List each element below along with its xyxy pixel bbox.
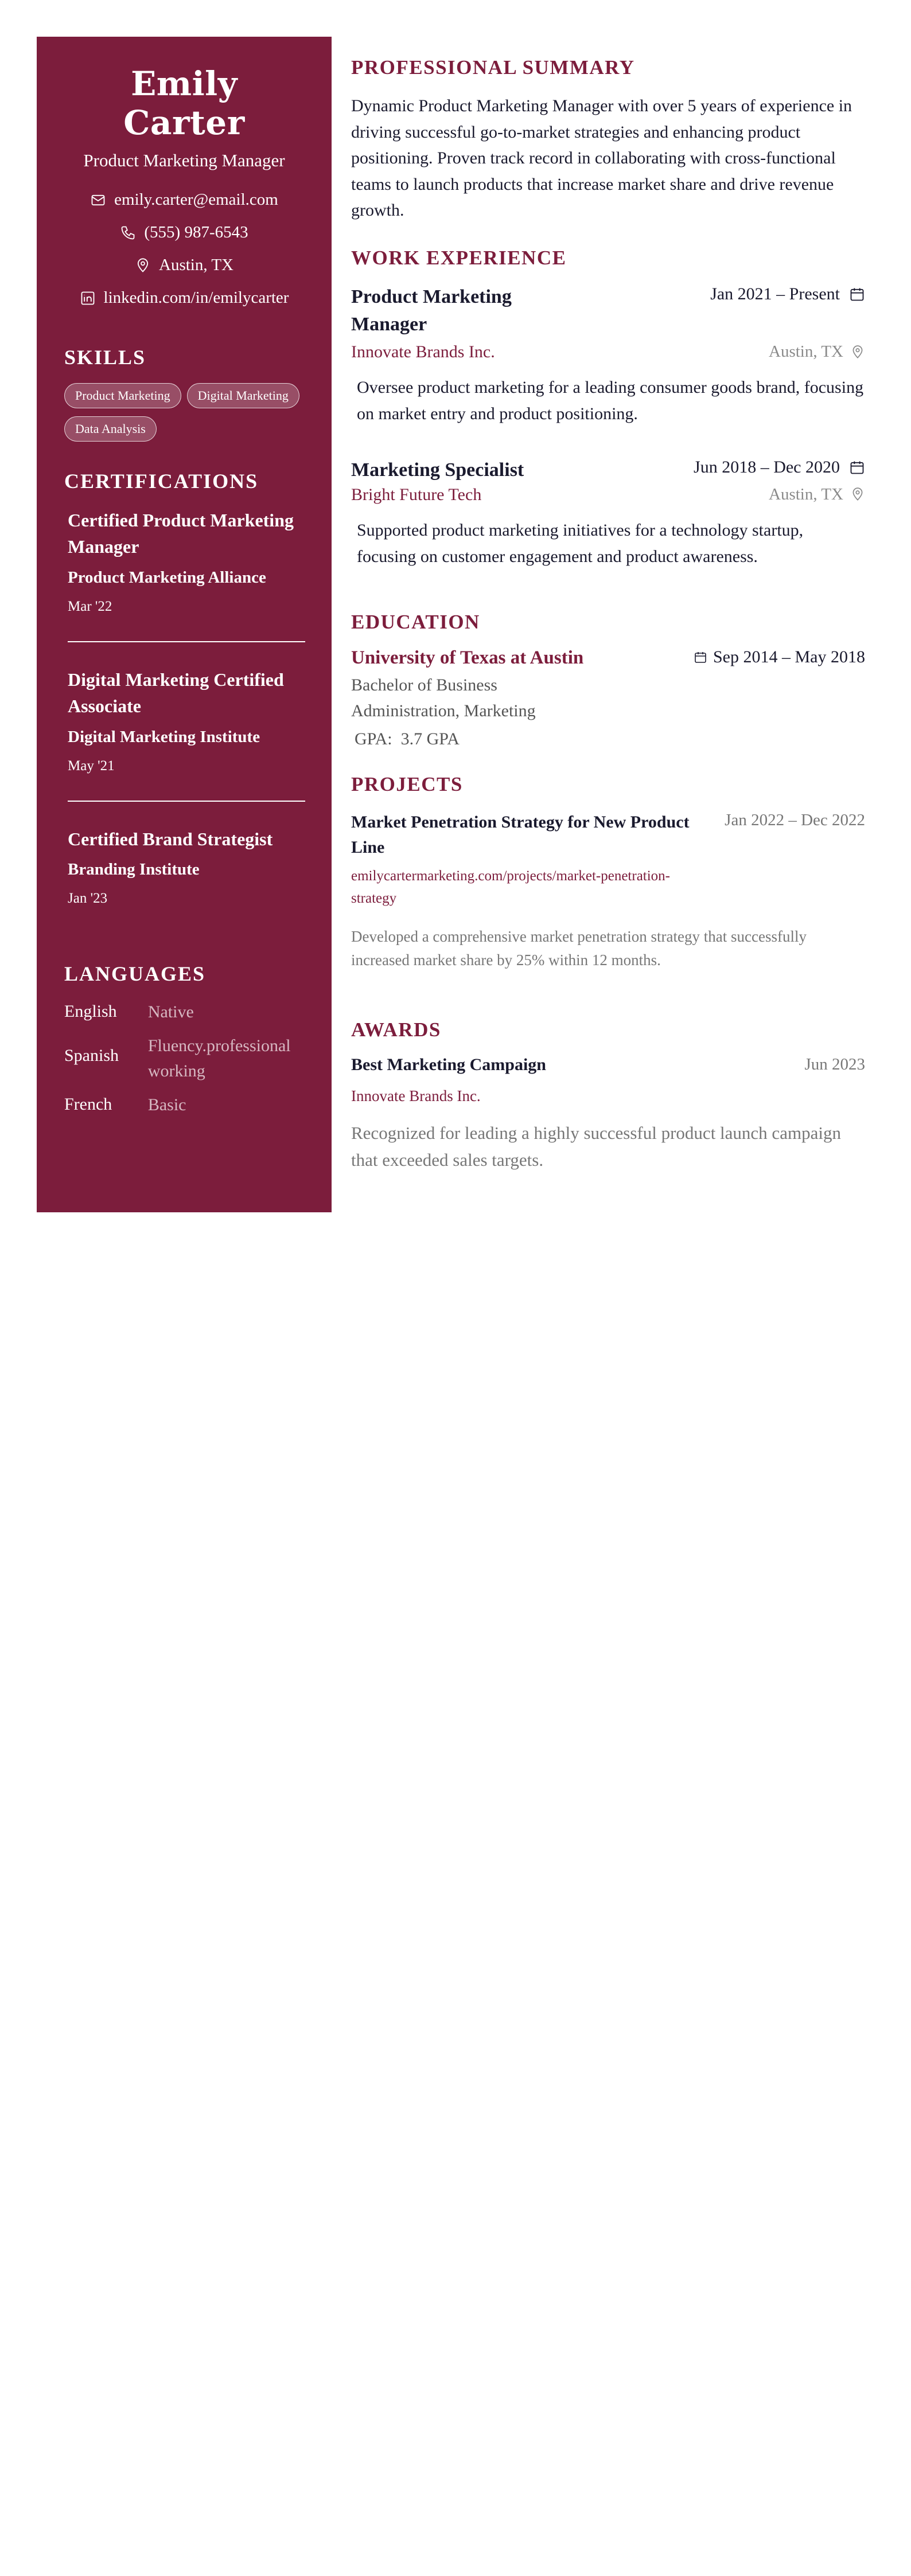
- certification-date: May '21: [68, 758, 115, 774]
- contact-email[interactable]: [64, 190, 304, 209]
- certification-date: Jan '23: [68, 890, 108, 906]
- job-title: Marketing Specialist: [351, 459, 524, 481]
- contact-phone[interactable]: [64, 223, 304, 242]
- award-org: Innovate Brands Inc.: [351, 1087, 481, 1105]
- gpa-label: GPA:: [355, 729, 392, 749]
- divider: [68, 641, 305, 642]
- gpa-value: 3.7 GPA: [400, 729, 460, 749]
- skill-chip: Data Analysis: [64, 416, 157, 442]
- language-row: [64, 1092, 304, 1118]
- sidebar: [37, 37, 332, 1212]
- award-date: Jun 2023: [804, 1055, 865, 1074]
- project-description: Developed a comprehensive market penetration strategy that successfully increased market share by 25% within 12 months.: [351, 927, 807, 969]
- phone-icon: [120, 225, 136, 241]
- certifications-heading: CERTIFICATIONS: [64, 470, 259, 493]
- language-name: Spanish: [64, 1046, 119, 1065]
- education-item: [351, 647, 865, 749]
- experience-heading: WORK EXPERIENCE: [351, 246, 567, 269]
- language-name: English: [64, 1001, 117, 1021]
- certification-org: Product Marketing Alliance: [68, 568, 266, 587]
- skill-chip: Product Marketing: [64, 383, 181, 408]
- company-name: Innovate Brands Inc.: [351, 342, 495, 362]
- language-name: French: [64, 1095, 112, 1114]
- education-date-text: Sep 2014 – May 2018: [713, 647, 865, 667]
- main-content: [351, 37, 865, 1173]
- calendar-icon: [849, 286, 865, 302]
- summary-text: Dynamic Product Marketing Manager with over 5 years of experience in driving successful go-to-market strategies and enhancing product positioning. Proven track record in collaborating with cross-functional teams to launch products that increase market share and drive revenue growth.: [351, 96, 852, 220]
- summary-heading: PROFESSIONAL SUMMARY: [351, 56, 635, 79]
- job-date-text: Jun 2018 – Dec 2020: [694, 458, 840, 477]
- calendar-icon: [694, 650, 707, 664]
- skills-heading: SKILLS: [64, 346, 146, 369]
- location-pin-icon: [135, 257, 151, 274]
- linkedin-icon: [80, 290, 96, 306]
- calendar-icon: [849, 459, 865, 475]
- language-level: Fluency.professional working: [147, 1036, 291, 1080]
- project-item: [351, 810, 865, 973]
- email-text: emily.carter@email.com: [114, 190, 278, 209]
- skills-list: [64, 383, 304, 442]
- divider: [68, 801, 305, 802]
- degree: Bachelor of Business Administration, Marketing: [351, 676, 536, 721]
- location-pin-icon: [850, 345, 865, 360]
- award-item: [351, 1055, 865, 1173]
- experience-item: [351, 283, 865, 427]
- project-date: Jan 2022 – Dec 2022: [725, 811, 865, 830]
- email-icon: [90, 192, 106, 208]
- language-level: Basic: [147, 1095, 186, 1115]
- skill-chip: Digital Marketing: [187, 383, 299, 408]
- certification-org: Digital Marketing Institute: [68, 727, 260, 746]
- language-row: [64, 1000, 304, 1025]
- contact-linkedin[interactable]: [64, 288, 304, 307]
- project-title: Market Penetration Strategy for New Product Line: [351, 813, 690, 857]
- job-title: Product Marketing Manager: [351, 286, 512, 335]
- certification-item: [64, 666, 304, 774]
- certification-title: Certified Product Marketing Manager: [68, 510, 294, 557]
- gpa: [355, 729, 865, 749]
- job-location: [769, 342, 865, 361]
- job-location-text: Austin, TX: [769, 342, 843, 361]
- job-location-text: Austin, TX: [769, 485, 843, 504]
- education-heading: EDUCATION: [351, 611, 480, 634]
- company-name: Bright Future Tech: [351, 485, 482, 504]
- projects-heading: PROJECTS: [351, 773, 463, 796]
- job-location: [769, 485, 865, 504]
- job-date: [694, 458, 865, 477]
- certification-item: [64, 826, 304, 907]
- job-date: [710, 284, 865, 304]
- award-title: Best Marketing Campaign: [351, 1055, 546, 1075]
- languages-heading: LANGUAGES: [64, 962, 206, 985]
- job-description: Supported product marketing initiatives for a technology startup, focusing on customer engagement and product awareness.: [357, 520, 804, 566]
- certification-title: Digital Marketing Certified Associate: [68, 669, 284, 717]
- certification-title: Certified Brand Strategist: [68, 828, 273, 849]
- location-pin-icon: [850, 487, 865, 502]
- school-name: University of Texas at Austin: [351, 647, 584, 669]
- education-date: [694, 647, 865, 667]
- certification-date: Mar '22: [68, 598, 112, 614]
- job-description: Oversee product marketing for a leading consumer goods brand, focusing on market entry and product positioning.: [357, 378, 864, 423]
- candidate-title: Product Marketing Manager: [83, 150, 285, 170]
- job-date-text: Jan 2021 – Present: [710, 284, 840, 303]
- awards-heading: AWARDS: [351, 1018, 441, 1041]
- candidate-name: Emily Carter: [123, 64, 245, 142]
- language-level: Native: [147, 1002, 194, 1021]
- contact-location: [64, 256, 304, 275]
- location-text: Austin, TX: [159, 256, 233, 274]
- project-link[interactable]: emilycartermarketing.com/projects/market-penetration-strategy: [351, 868, 671, 906]
- language-row: [64, 1033, 304, 1083]
- linkedin-text: linkedin.com/in/emilycarter: [103, 288, 289, 307]
- award-description: Recognized for leading a highly successful product launch campaign that exceeded sales targets.: [351, 1123, 841, 1170]
- certification-org: Branding Institute: [68, 860, 200, 879]
- certification-item: [64, 507, 304, 615]
- phone-text: (555) 987-6543: [144, 223, 248, 241]
- experience-item: [351, 456, 865, 569]
